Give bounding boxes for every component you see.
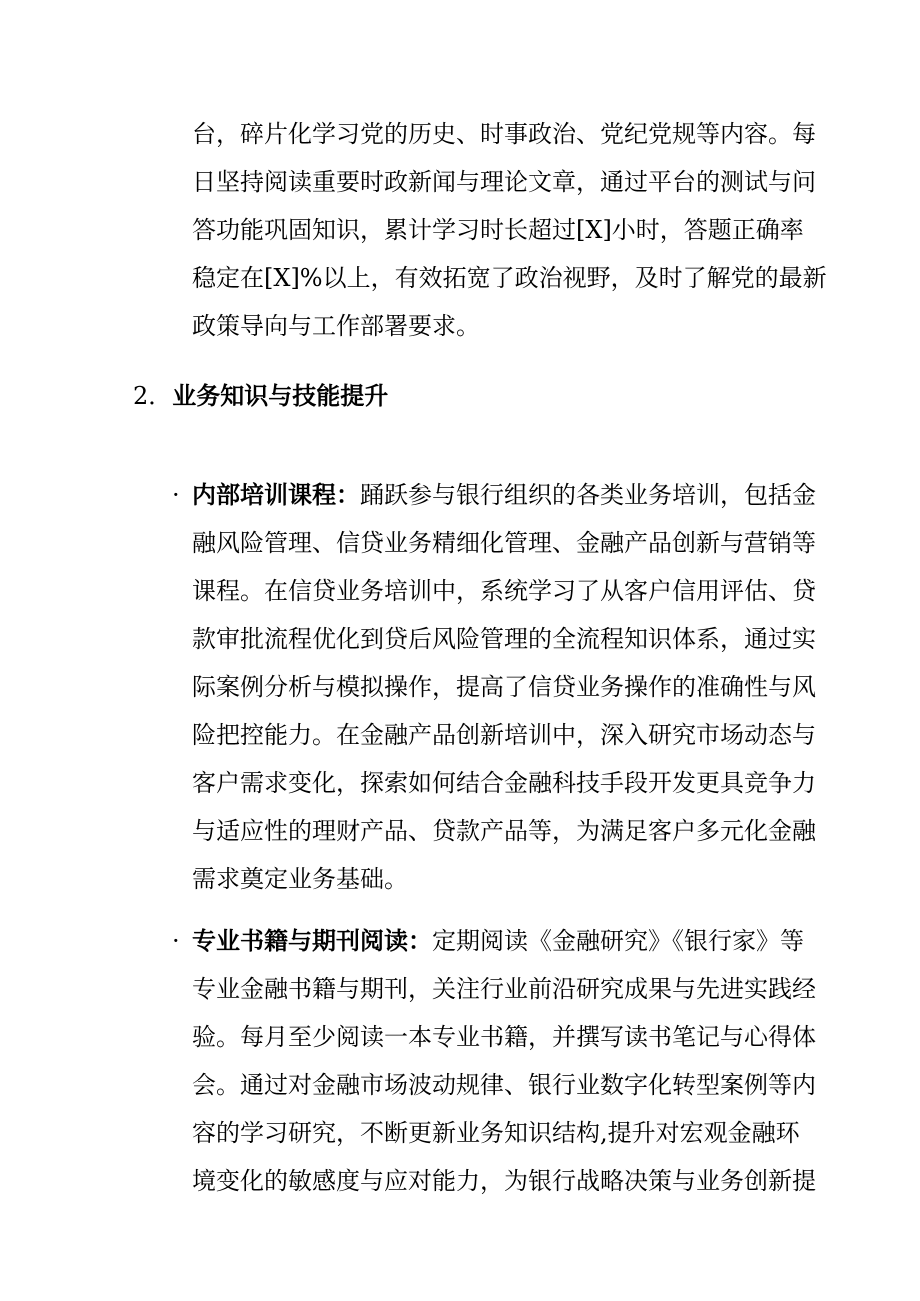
paragraph-line: 稳定在[X]%以上，有效拓宽了政治视野，及时了解党的最新: [192, 264, 827, 292]
bullet-marker: ·: [172, 481, 180, 509]
section-title: 业务知识与技能提升: [172, 381, 389, 410]
bullet-professional-reading: [172, 917, 816, 1205]
bullet-line: 险把控能力。在金融产品创新培训中，深入研究市场动态与: [192, 721, 816, 749]
intro-paragraph: [192, 110, 827, 350]
paragraph-line: 答功能巩固知识，累计学习时长超过[X]小时，答题正确率: [192, 216, 804, 244]
section-number: 2．: [133, 382, 173, 410]
bullet-line: 融风险管理、信贷业务精细化管理、金融产品创新与营销等: [192, 529, 816, 557]
paragraph-line: 日坚持阅读重要时政新闻与理论文章，通过平台的测试与问: [192, 168, 816, 196]
bullet-line: 容的学习研究，不断更新业务知识结构,提升对宏观金融环: [192, 1119, 800, 1147]
bullet-line: 客户需求变化，探索如何结合金融科技手段开发更具竞争力: [192, 769, 816, 797]
bullet-line: 课程。在信贷业务培训中，系统学习了从客户信用评估、贷: [192, 577, 816, 605]
bullet-first-line: [192, 471, 816, 519]
bullet-text: 定期阅读《金融研究》《银行家》等: [432, 927, 804, 955]
bullet-line: 专业金融书籍与期刊，关注行业前沿研究成果与先进实践经: [192, 975, 816, 1003]
bullet-line: 需求奠定业务基础。: [192, 865, 408, 893]
bullet-line: 与适应性的理财产品、贷款产品等，为满足客户多元化金融: [192, 817, 816, 845]
bullet-label: 内部培训课程：: [192, 480, 360, 509]
bullet-line: 际案例分析与模拟操作，提高了信贷业务操作的准确性与风: [192, 673, 816, 701]
paragraph-line: 政策导向与工作部署要求。: [192, 312, 480, 340]
bullet-line: 会。通过对金融市场波动规律、银行业数字化转型案例等内: [192, 1071, 816, 1099]
bullet-line: 款审批流程优化到贷后风险管理的全流程知识体系，通过实: [192, 625, 816, 653]
bullet-internal-training: [172, 471, 816, 903]
bullet-text: 踊跃参与银行组织的各类业务培训，包括金: [360, 481, 816, 509]
paragraph-line: 台，碎片化学习党的历史、时事政治、党纪党规等内容。每: [192, 120, 816, 148]
bullet-line: 境变化的敏感度与应对能力，为银行战略决策与业务创新提: [192, 1167, 816, 1195]
bullet-label: 专业书籍与期刊阅读：: [192, 926, 432, 955]
section-heading: [133, 372, 388, 420]
bullet-line: 验。每月至少阅读一本专业书籍，并撰写读书笔记与心得体: [192, 1023, 816, 1051]
bullet-marker: ·: [172, 927, 180, 955]
bullet-first-line: [192, 917, 802, 965]
